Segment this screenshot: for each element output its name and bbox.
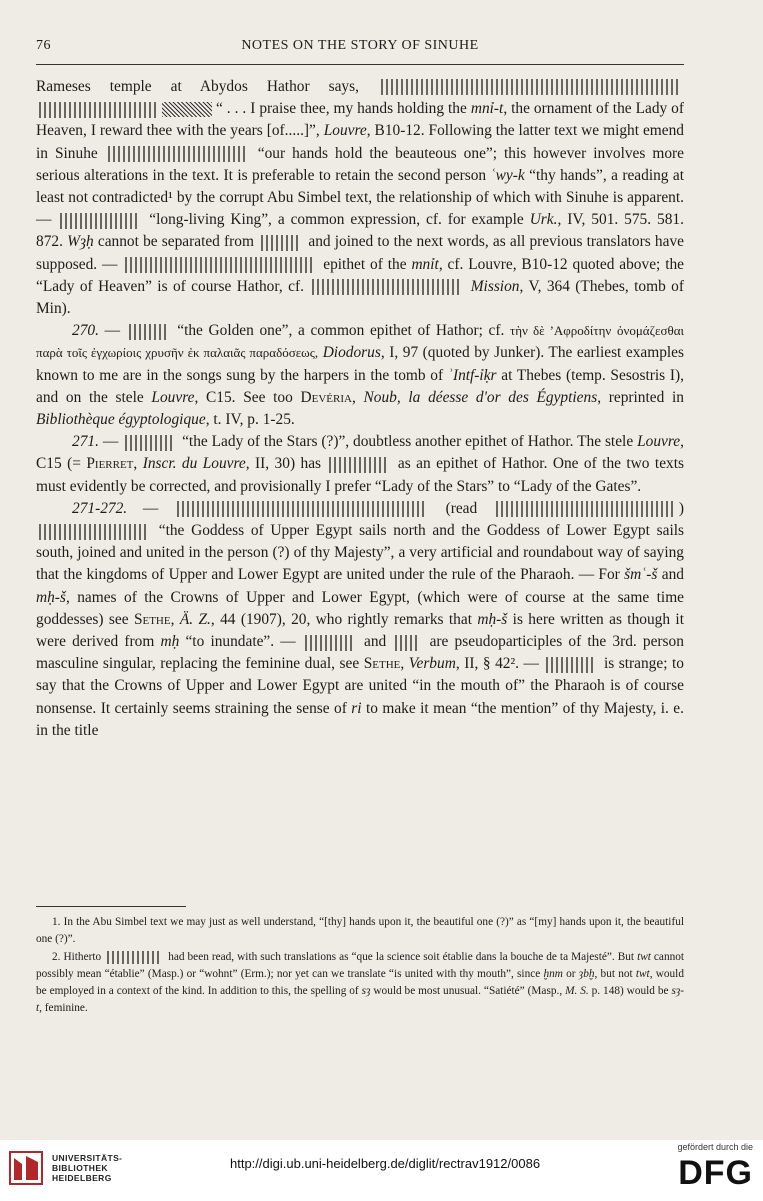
text-run: , II, § 42². —: [455, 655, 539, 673]
hieroglyph-group: [546, 657, 596, 673]
funding-note: gefördert durch die: [677, 1142, 753, 1152]
italic-term: M. S.: [565, 985, 589, 998]
text-run: “to inundate”. —: [185, 633, 296, 651]
hieroglyph-group: [125, 257, 315, 273]
greek-quote: τὴν δὲ ʼΑφροδίτην: [510, 323, 612, 339]
text-run: and: [661, 566, 684, 584]
hieroglyph-group: [177, 501, 427, 517]
text-run: and: [364, 633, 387, 651]
text-run: and joined to the next words, as all previous translators have supposed. —: [36, 233, 684, 273]
text-run: , 44 (1907), 20, who rightly remarks that: [210, 610, 472, 628]
author-name: Devéria: [300, 388, 352, 406]
text-run: , names of the Crowns of Upper and Lower Egypt, (which were of course at the same time goddesses) see: [36, 588, 684, 628]
italic-term: twt: [637, 950, 651, 963]
hieroglyph-group: [395, 635, 420, 651]
dfg-logo: DFG: [678, 1154, 753, 1192]
paragraph-271-272: 271-272. — (read ) “the Goddess of Upper Egypt sails north and the Goddess of Lower Egypt sails south, joined and united in the person (?) of thy Majesty”, a very artificial and roundabout way of saying that the kingdoms of Upper and Lower Egypt are united under the rule of the Pharaoh. — For šmʿ-š and mḥ-š, names of the Crowns of Upper and Lower Egypt, (which were of course at the same time goddesses) see Sethe, Ä. Z., 44 (1907), 20, who rightly remarks that mḥ-š is here written as though it were derived from mḥ “to inundate”. — and are pseudoparticiples of the 3rd. person masculine singular, replacing the feminine dual, see Sethe, Verbum, II, § 42². — is strange; to say that the Crowns of Upper and Lower Egypt are united “in the mouth of” the Pharaoh is of course nonsense. It certainly seems straining the sense of ri to make it mean “the mention” of thy Majesty, i. e. in the title: [36, 499, 684, 739]
italic-term: Urk.: [529, 211, 558, 229]
text-run: , t. IV, p. 1-25.: [205, 411, 295, 429]
italic-term: Louvre: [151, 388, 195, 406]
footnote-2: [36, 949, 684, 1018]
hieroglyph-group: [129, 324, 169, 340]
document-url-link[interactable]: http://digi.ub.uni-heidelberg.de/diglit/rectrav1912/0086: [230, 1156, 541, 1171]
paragraph-270: 270. — “the Golden one”, a common epithet of Hathor; cf. τὴν δὲ ʼΑφροδίτην ὀνομάζεσθαι παρὰ τοῖς ἐγχωρίοις χρυσῆν ἐκ παλαιᾶς παραδόσεως, Diodorus, I, 97 (quoted by Junker). The earliest examples known to me are in the songs sung by the harpers in the tomb of ʾIntf-ỉḳr at Thebes (temp. Sesostris I), and on the stele Louvre, C15. See too Devéria, Noub, la déesse d'or des Égyptiens, reprinted in Bibliothèque égyptologique, t. IV, p. 1-25.: [36, 322, 684, 429]
text-run: ): [678, 499, 684, 517]
hieroglyph-group: [381, 79, 681, 95]
hieroglyph-group: [39, 524, 149, 540]
text-run: would be most unusual. “Satiété” (Masp.,: [373, 985, 563, 998]
text-run: as an epithet of Hathor. One of the two texts must evidently be corrected, and provisionally I prefer “Lady of the Stars” to “Lady of the Gates”.: [36, 455, 684, 495]
text-run: p. 148) would be: [591, 985, 669, 998]
hieroglyph-group: [107, 951, 162, 964]
running-header: [36, 38, 684, 58]
text-run: or: [566, 967, 576, 980]
text-run: is here written as though it were derived from: [36, 610, 684, 651]
footnote-1: 1. In the Abu Simbel text we may just as well understand, “[thy] hands upon it, the beautiful one (?)” as “[my] hands upon it, the beautiful one (?)”.: [36, 916, 684, 946]
section-number: 271-272.: [72, 499, 128, 517]
text-run: “the Golden one”, a common epithet of Hathor; cf.: [177, 322, 505, 340]
text-run: to make it mean “the mention” of thy Majesty, i. e. in the title: [36, 699, 684, 739]
text-run: , but not: [594, 967, 633, 980]
hieroglyph-group: [496, 501, 676, 517]
italic-term: Bibliothèque égyptologique: [36, 411, 206, 429]
text-run: cannot possibly mean “établie” (Masp.) or “wohnt” (Erm.); nor yet can we translate “is united with thy mouth”, since: [36, 950, 685, 980]
hieroglyph-group: [261, 235, 301, 251]
italic-term: Inscr. du Louvre: [142, 455, 246, 473]
text-run: , the ornament of the Lady of Heaven, I reward thee with the years [of.....]”,: [36, 100, 684, 140]
text-run: , would be employed in a context of the kind. In addition to this, the spelling of: [36, 967, 684, 998]
university-logo-icon: [8, 1150, 44, 1186]
text-run: “our hands hold the beauteous one”; this however involves more serious alterations in the text. It is preferable to retain the second person: [36, 144, 684, 184]
text-run: , IV, 501. 575. 581. 872.: [36, 211, 684, 251]
hieroglyph-group: [39, 102, 159, 118]
italic-term: sȝ: [361, 985, 371, 998]
italic-term: twt: [635, 967, 650, 980]
library-name: UNIVERSITÄTS- BIBLIOTHEK HEIDELBERG: [52, 1153, 123, 1183]
italic-term: sȝ-t: [36, 985, 685, 1015]
hieroglyph-group: [108, 146, 248, 162]
text-run: , C15. See too: [194, 388, 293, 406]
text-run: at Thebes (temp. Sesostris I), and on the stele: [36, 366, 684, 406]
header-rule: [36, 64, 684, 65]
italic-term: Noub, la déesse d'or des Égyptiens: [363, 388, 598, 406]
paragraph-hathor: [36, 76, 684, 320]
italic-term: ʿwy-k: [490, 166, 525, 184]
italic-term: ri: [351, 699, 362, 717]
text-run: had been read, with such translations as “que la science soit établie dans la bouche de ta Majesté”. But: [168, 950, 635, 963]
text-run: , I, 97 (quoted by Junker). The earliest examples known to me are in the songs sung by the harpers in the tomb of: [36, 344, 684, 384]
author-name: Sethe: [363, 655, 401, 673]
lacuna-shading: [162, 102, 212, 117]
author-name: Pierret: [86, 455, 134, 473]
footnote-rule: [36, 906, 186, 907]
text-run: , II, 30) has: [245, 455, 322, 473]
text-run: “thy hands”, a reading at least not contradicted¹ by the corrupt Abu Simbel text, the relationship of which with Sinuhe is apparent. —: [36, 166, 685, 229]
paragraph-271: 271. — “the Lady of the Stars (?)”, doubtless another epithet of Hathor. The stele Louvre, C15 (= Pierret, Inscr. du Louvre, II, 30) has as an epithet of Hathor. One of the two texts must evidently be corrected, and provisionally I prefer “Lady of the Stars” to “Lady of the Gates”.: [36, 433, 684, 495]
text-run: is strange; to say that the Crowns of Upper and Lower Egypt are united “in the mouth of” the Pharaoh is of course nonsense. It certainly seems straining the sense of: [36, 655, 684, 717]
italic-term: Wȝḥ: [67, 233, 94, 251]
text-run: “ . . . I praise thee, my hands holding the: [215, 100, 467, 118]
italic-term: mnỉ-t: [470, 100, 504, 118]
italic-term: Mission: [470, 277, 520, 295]
text-run: (read: [445, 499, 478, 517]
section-number: 270.: [72, 322, 99, 340]
text-run: , B10-12. Following the latter text we might emend in Sinuhe: [36, 122, 684, 162]
text-run: , feminine.: [39, 1002, 88, 1015]
running-title: NOTES ON THE STORY OF SINUHE: [241, 38, 479, 53]
page-number: 76: [36, 38, 51, 53]
text-run: , reprinted in: [597, 388, 684, 406]
text-run: , cf. Louvre, B10-12 quoted above; the “Lady of Heaven” is of course Hathor, cf.: [36, 255, 685, 295]
italic-term: Diodorus: [322, 344, 381, 362]
italic-term: Louvre: [323, 122, 367, 140]
author-name: Sethe: [133, 610, 171, 628]
italic-term: Louvre: [637, 433, 681, 451]
text-run: are pseudoparticiples of the 3rd. person masculine singular, replacing the feminine dual, see: [36, 633, 684, 673]
greek-quote: ὀνομάζεσθαι παρὰ τοῖς ἐγχωρίοις χρυσῆν ἐκ παλαιᾶς παραδόσεως,: [36, 323, 684, 361]
text-run: cannot be separated from: [97, 233, 254, 251]
text-run: epithet of the: [323, 255, 407, 273]
italic-term: mḥ-š: [477, 610, 508, 628]
italic-term: šmʿ-š: [624, 566, 658, 584]
text-run: , V, 364 (Thebes, tomb of Min).: [36, 277, 684, 318]
italic-term: Verbum: [408, 655, 456, 673]
text-run: Rameses temple at Abydos Hathor says,: [36, 78, 359, 95]
text-run: “the Lady of the Stars (?)”, doubtless another epithet of Hathor. The stele: [182, 433, 634, 451]
viewer-footer: [0, 1140, 763, 1201]
hieroglyph-group: [60, 213, 140, 229]
italic-term: Ä. Z.: [179, 610, 211, 628]
italic-term: ʾIntf-ỉḳr: [447, 366, 497, 384]
main-text: [36, 76, 684, 742]
italic-term: mḥ-š: [36, 588, 66, 606]
hieroglyph-group: [329, 457, 389, 473]
italic-term: ȝbḫ: [578, 967, 595, 980]
italic-term: mḥ: [160, 633, 180, 651]
text-run: “long-living King”, a common expression, cf. for example: [149, 211, 524, 229]
section-number: 271.: [72, 433, 99, 451]
footnotes: [36, 914, 684, 1018]
text-run: , C15 (=: [36, 433, 684, 473]
italic-term: mnỉt: [411, 255, 439, 273]
hieroglyph-group: [312, 279, 462, 295]
italic-term: ḫnm: [543, 967, 563, 980]
text-run: “the Goddess of Upper Egypt sails north and the Goddess of Lower Egypt sails south, joined and united in the person (?) of thy Majesty”, a very artificial and roundabout way of saying that the kingdoms of Upper and Lower Egypt are united under the rule of the Pharaoh. — For: [36, 522, 684, 584]
hieroglyph-group: [125, 435, 175, 451]
text-run: 2. Hitherto: [52, 950, 102, 963]
hieroglyph-group: [305, 635, 355, 651]
